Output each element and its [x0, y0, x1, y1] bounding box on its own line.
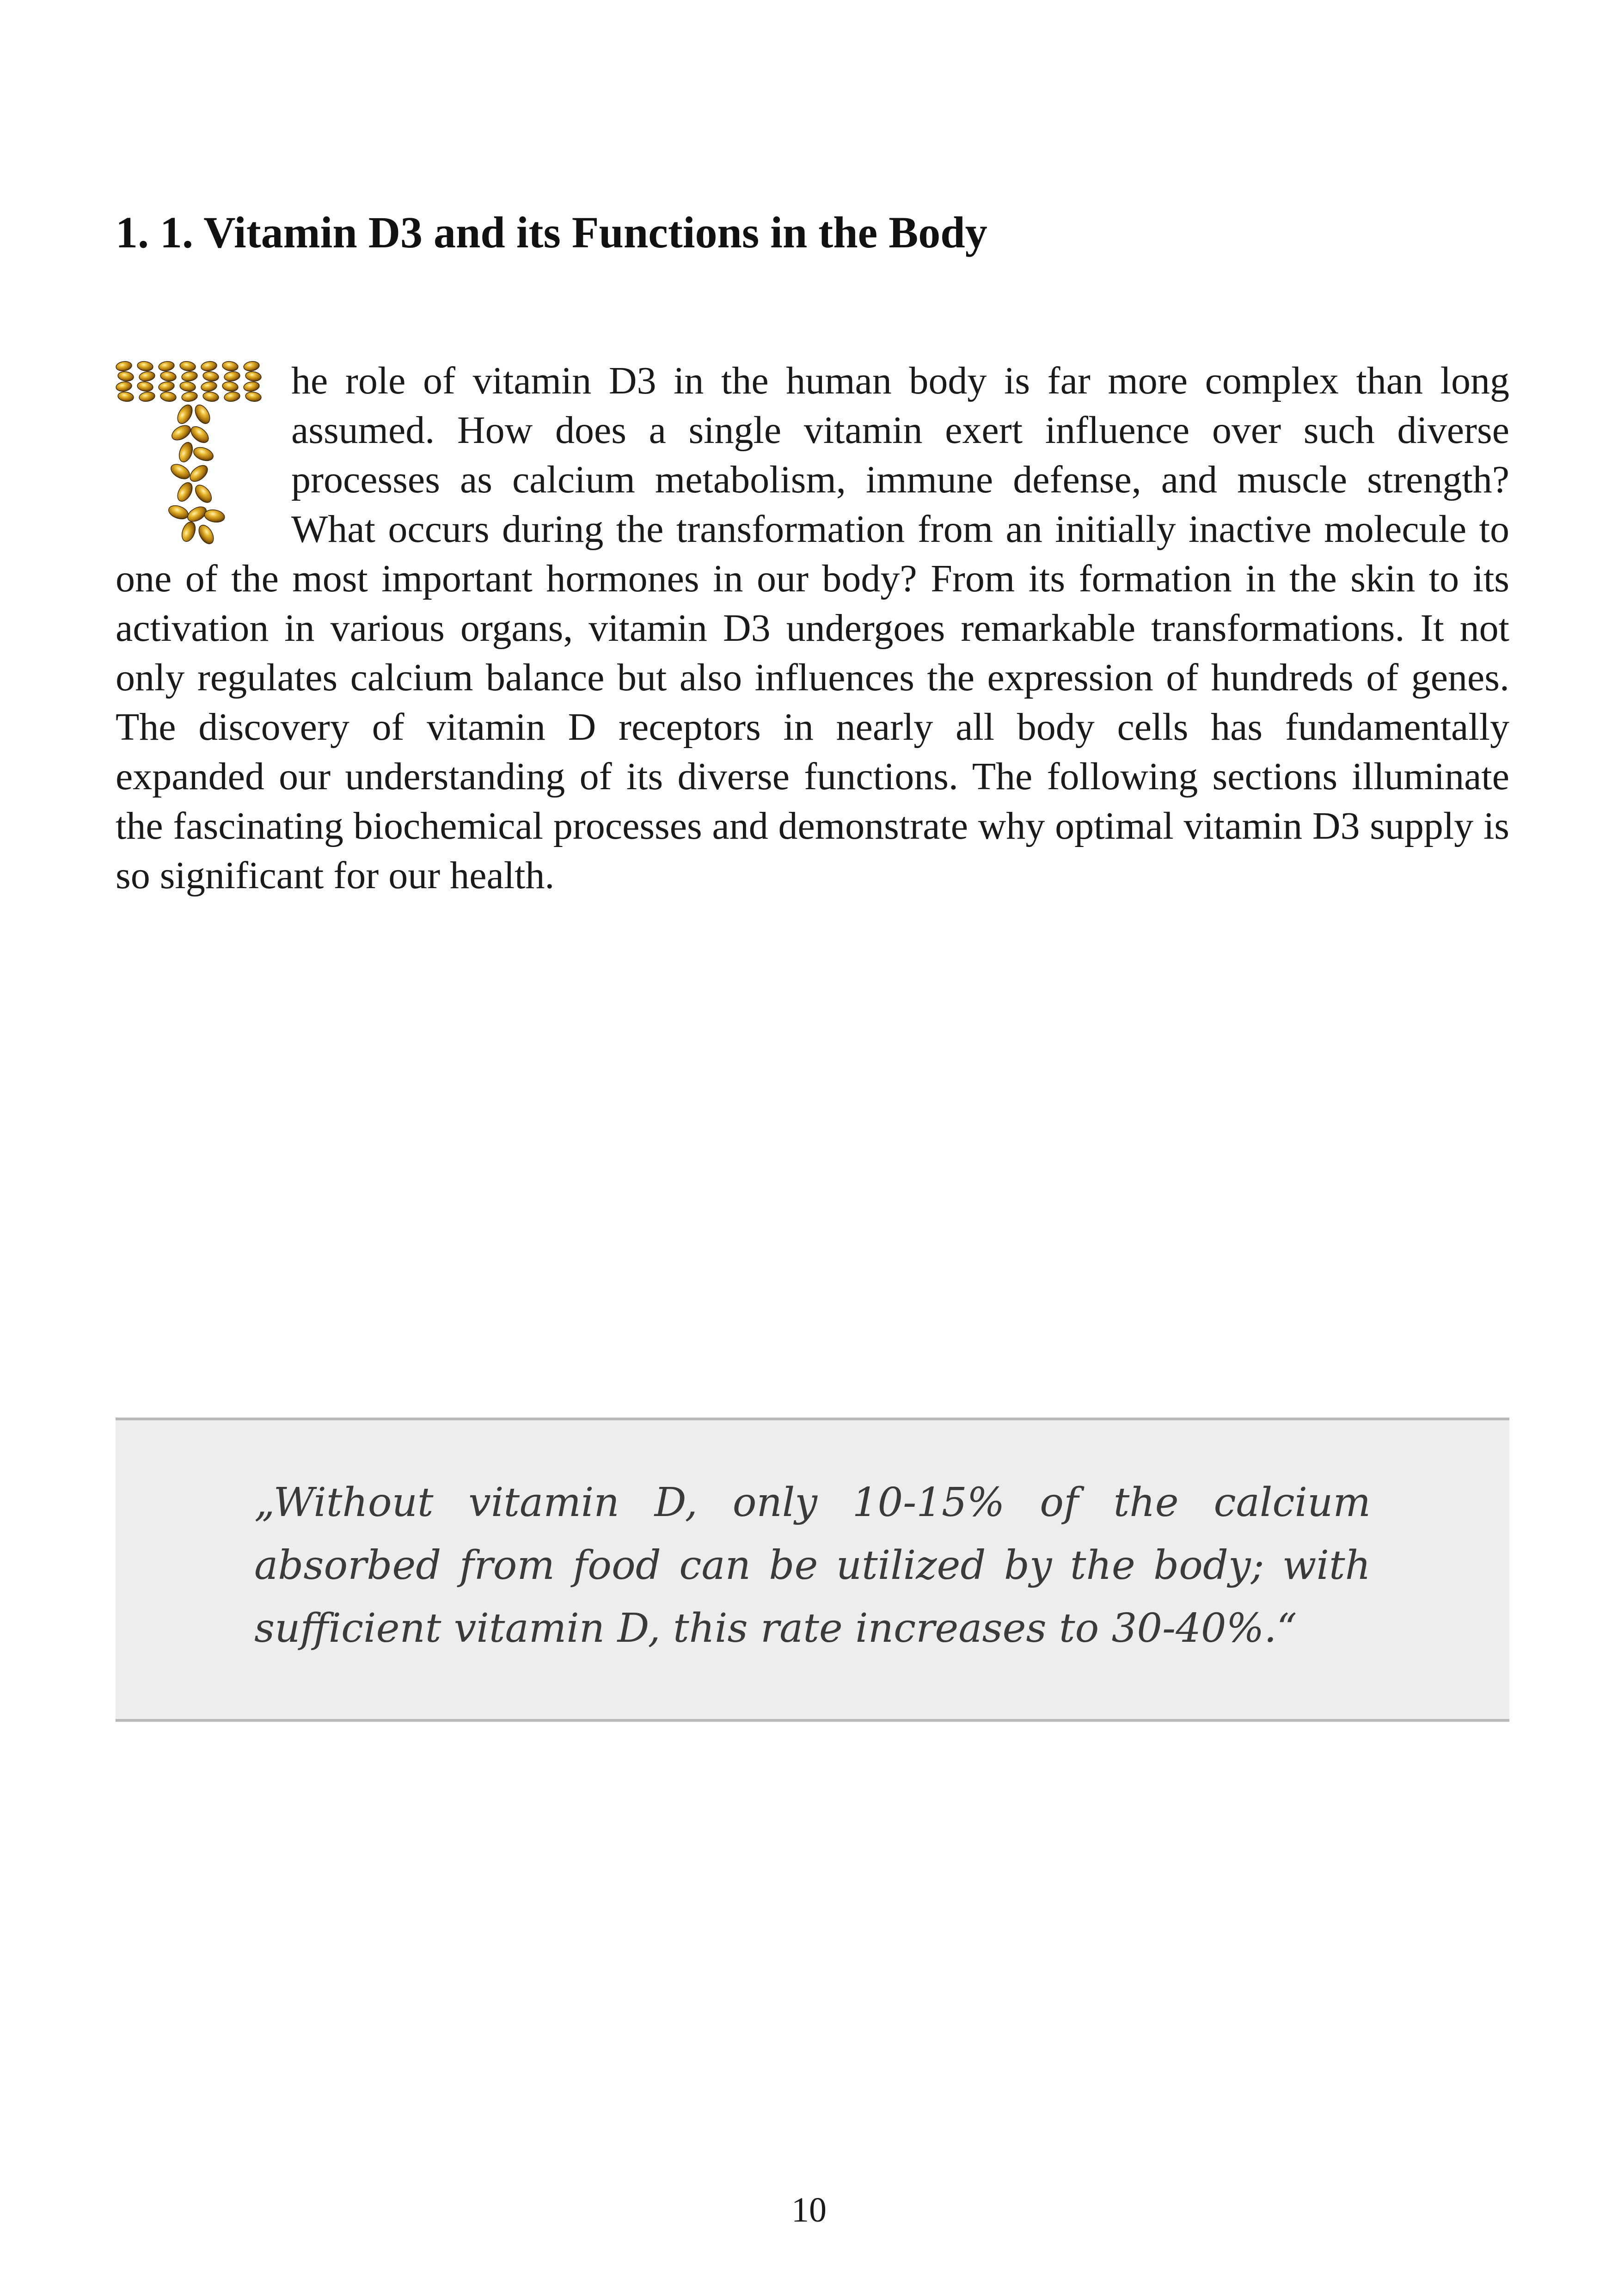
body-paragraph: [116, 356, 1509, 900]
section-heading: 1. 1. Vitamin D3 and its Functions in the Body: [116, 208, 987, 257]
page-number: 10: [791, 2191, 827, 2229]
pull-quote-text: „Without vitamin D, only 10-15% of the calcium absorbed from food can be utilized by the body; with sufficient vitamin D, this rate increases to 30-40%.“: [254, 1480, 1371, 1651]
pull-quote-box: [116, 1418, 1509, 1722]
body-paragraph-text: he role of vitamin D3 in the human body is far more complex than long assumed. How does a single vitamin exert influence over such diverse processes as calcium metabolism, immune defense, and muscle strength? What occurs during the transformation from an initially inactive molecule to one of the most important hormones in our body? From its formation in the skin to its activation in various organs, vitamin D3 undergoes remarkable transformations. It not only regulates calcium balance but also influences the expression of hundreds of genes. The discovery of vitamin D receptors in nearly all body cells has fundamentally expanded our understanding of its diverse functions. The following sections illuminate the fascinating biochemical processes and demonstrate why optimal vitamin D3 supply is so significant for our health.: [116, 359, 1509, 897]
drop-cap-space: [116, 356, 291, 554]
